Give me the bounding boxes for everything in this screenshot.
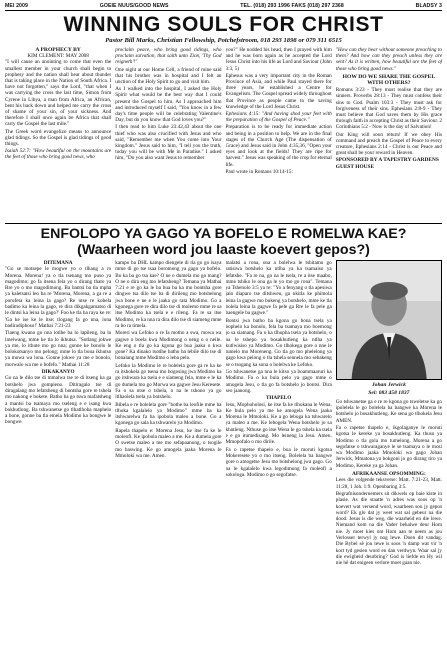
- paragraph: Fa o rapetse thapelo e, bua le moruti kgotsa Mokeresete yo o mo itseng. Bolelela ba bangwe gore o amogetse Jesu mo botshelong jwa gago. Go na le kgalalelo kwa legodimong fa moleofi a sokologa. Modimo o go segofatse.: [225, 446, 332, 478]
- column-3: [226, 47, 332, 219]
- paragraph: "Go se motsepe le mogwe yo o tlhang a ro Morena. Morena! ya o tla tsenang mo puso ya magodimo; go fa itsena fela yo o dirang thato ya Rre yo o mo magodimong. Ba bantsi ba tla mpha ya kaletsatsi leo ba re 'Morena, Morena, a ga re a porofeta ka leina la gago? Re ntse re kobela badimo ka leina la gago, re dira dikgakgamatso di le dintsi ka leina la gago?' Foo ke tla ba raya ke re: 'Ga ke ise ke le itse; tlogang fa go nna, lona badiradiphoso!' Mathai 7:21-23: [5, 266, 112, 329]
- newspaper-title: GOEIE NUUS/GOOD NEWS: [99, 3, 169, 9]
- paragraph: Begrafnisondernemers sit dikwels op baie kiste in plasie. As die staatte 'n adres was soos op 'n koevert wat versend word, waarheen sou jy gepos word? Ek glo dat jy weet wat sal gebeur na die dood. Jesus is die weg, die waarheid en die lewe. Niemand kom na die Vader behalwe deur Hom nie. Jy moet kies om Hom aan te neem as jou Verlosser terwyl jy nog lewe. Doen dit vandag. Die Bybel sê jou lewe is soos 'n damp wat vir 'n kort tyd gesien word en dan verdwyn. Waar sal jy die ewigheid deurbring? God is liefde en Hy wil nie hê dat enigeen verlore moet gaan nie.: [335, 490, 442, 567]
- section-title: DITEMANA: [43, 260, 73, 266]
- column-a2: [115, 260, 221, 658]
- paragraph: Tlaeng kwano go nna lotlhe ba lo lapileng, ba lo imelwang, mme ke tla lo ikhutsa. "Sotlang jokwe ya me, lo ithute mo go nna; gonne ke bonolo le bolokotsanyo mo pelong; mme lo tla bona ikhutso ya mowa wa lona. Gonne jokwe ya me e bonolo, morwalo wa me o bofefo." Mathai 11:28: [5, 330, 112, 368]
- afrikaans-summary-title: AFRIKAANSE OPSOMMING:: [351, 471, 426, 478]
- section-title: DIKAKANYO: [41, 369, 75, 376]
- paragraph: Preparation is to be ready for immediate action and being in a position to help. We are in the final stages of the Church Age (The dispensation of Grace) and Jesus said in John 4:35,36, "Open your eyes and look at the fields! They are ripe for harvest." Jesus was speaking of the crop for eternal life.: [225, 124, 332, 168]
- photo-caption-phone: Sel: 083 458 1837: [368, 390, 410, 397]
- byline: Pastor Bill Marks, Christian Fellowship, Potchefstroom, 018 293 1898 or 079 311 6515: [105, 37, 342, 44]
- contact-info: TEL. (018) 293 1996 FAKS (018) 297 2368: [240, 3, 344, 9]
- paragraph: "I will cause an anointing to come that even the smallest member in your church shall begin to prophesy and the nation shall hear about thunder that is taking place in the Nation of South Africa. I have not forgotten," says the Lord, "that when I was carrying the cross the last time, Simon from Cyrene in Libya, a man from Africa, an African, bent his back down and helped me carry the cross of shame of your sin, of your sickness. And therefore I shall once again be Africa that shall carry the Gospel the last mile.": [5, 59, 112, 128]
- paragraph: Bontsi jwa batho ba kgona go bona tsela ya bophelo ka bonolo, fela ba tsamaya mo boemong jo sa siamang. Fa o ka tlhopha tsela ya botshelo, o na le tshepo ya bosakhutleng ka ntlha ya kutlwisiso ya Modimo. Go tlhokega gore o nne le tumelo mo Moreneng. Go tla go mo phelelong ya gago kwa pelong o tla tshela sennela mo sebakeng se o tsogang ka sona o bolelwa ke Lefoko.: [225, 317, 332, 368]
- scripture-quote: Isaiah 52:7: "How beautiful on the mountains are the feet of those who bring good news, who: [5, 148, 112, 161]
- portrait-photo-frame: [336, 260, 442, 380]
- paragraph: Lees die volgende teksverse: Matt. 7:21-23, Matt. 11:28, 1 Joh. 1:9. Openbaring 3:5.: [335, 477, 442, 490]
- paragraph: The Greek word evangelizo means to announce glad tidings. So the Gospel is glad tidings of good things.: [5, 128, 112, 148]
- column-4: [336, 47, 442, 219]
- paragraph: kampo ba DHL kampo diengele di tla go go isaya mme di go tse tsaa boromong ya gago ya bofelo. Bo ka ba go tsa kae? O ne o dumela mo go mang? O ne o dira eng mo lefatsheng? Temana ya Mathai 7:21 e re go ka le ba bua ba ka mo bontsha gore dingwe tsa dilo tse ba di dirileng mo botshelong jwa bone e ne e le jaaka go rata Modimo. Go a kgonega gore re dira dilo tse di molemo mme re sa itse Modimo ka tsela e e rileng. Fa re sa itse Modimo, re ka nna ra dira dilo tse di siameng mme ra bo ra timela.: [115, 260, 222, 329]
- issue-date: MEI 2009: [5, 3, 29, 9]
- column-2: [115, 47, 221, 219]
- paragraph: you?" He nodded his head, then I prayed with him and he was born again as he accepted the Lord Jesus Christ into his life as Lord and Saviour (John 3:3, 5): [225, 47, 332, 72]
- paragraph: Our King will soon return! If we obey His command and preach the Gospel of Peace to every creature, Ephesians 2:14 - Christ is our Peace and great shall be your reward in Heaven.: [335, 131, 442, 157]
- portrait-photo: [337, 261, 441, 379]
- paragraph: malatsi a rona, ona a bolelwa le tshitamo go ratisiwa botshelo ka ntlha ya ka tsamaiso ya lefatshe. "Fa re na, go na le tsela, re a itse maabo, mme tshiko le ona ga le yo mo go rona". Temana ya Tshenolo 3:5 ya re: "Yo a fenyang o tla apesiwa jalo diaparo tse ditshweu, ga nkitla ke phimola leina la gagwe mo bukeng ya botshelo, mme ke tla bolela leina la gagwe fa pele ga Rre le fa pele ga baengele ba gagwe.": [225, 260, 332, 317]
- column-1: [5, 47, 111, 219]
- scripture-quote: Ephesians 4:15: "And having shod your feet with the preparation of the Gospel of Peace.": [225, 111, 332, 124]
- article-setswana: [5, 260, 442, 658]
- page-number: BLADSY 3: [415, 3, 442, 9]
- prophecy-title: A PROPHECY BY: [35, 47, 81, 53]
- paragraph: Lefoko la Modimo le re bolelela gore ga re ka ke ra itshokela go tsena mo bogosing jwa Modimo ka go itshwara ka tsela e e siameng fela, mme e le ka go dumela mo go Morwa wa gagwe Jesu Keresete. Fa o sa ntse o tshela, o na le tshono ya go itlhaolela tsela ya botshelo.: [115, 362, 222, 401]
- paragraph: Rapela thapelo e: Morena Jesu, ke itse fa ke le moleofi. Ke ipobola maleo a me. Ke a dumela gore O swetse maleo a me mo sefapaanong, o tsogile mo baswing. Ke go amogela jaaka Morena le Mmoloki wa me. Amen.: [115, 427, 222, 459]
- paragraph: Bibela e re bolelela gore "bothe ba leofile mme ba tlhoka kgalalelo ya Modimo" mme ba ka itshwarelwa fa ba ipobola maleo a bone. Go a kgonega go sala ka tshwarelo ya Modimo.: [115, 401, 222, 427]
- column-a1: [5, 260, 111, 658]
- section-subhead: HOW DO WE SHARE THE GOSPEL WITH OTHERS?: [342, 73, 436, 87]
- masthead: [5, 3, 442, 11]
- paragraph: I then read to him Luke 23:42,43 about the one thief who was also crucified with Jesus and who said, "Remember me when You come into Your kingdom." Jesus said to him, "I tell you the truth, today you will be with Me in Paradise." I asked him, "Do you also want Jesus to remember: [115, 124, 222, 162]
- paragraph: One night at our Home Cell, a friend of mine said that his brother was in hospital and I felt an unction of the Holy Spirit to go and visit him.: [115, 66, 222, 86]
- scripture-quote: "How can they hear without someone preaching to them? And how can they preach unless they are sent? As it is written, how beautiful are the feet of those who bring good news.": [335, 47, 442, 72]
- paragraph: Ephesus was a very important city in the Roman Province of Asia, and while Paul stayed there for three years, he established a Centre for Evangelism. The Gospel spread widely throughout that Province as people came to the saving knowledge of the Lord Jesus Christ.: [225, 72, 332, 110]
- paragraph: Fa o rapetse thapelo e, ikgolaganye le moruti kgotsa le kereke ya bosakhutleng. Ka thuso ya Modimo o tla gola mo tumelong. Morena a go segofatse o tshwaraganye le se tsamaya o le mosi wa Modimo jaaka Mmoloki wa gago Johan Jerwick, Mmatona ya bokgoni jo go dirang tiro ya Modimo, Kereke ya ga Johan.: [335, 425, 442, 469]
- main-headline: WINNING SOULS FOR CHRIST: [63, 13, 384, 36]
- sponsor-line: SPONSORED BY A TAPESTRY GARDENS GUEST HOUSE: [335, 157, 439, 170]
- second-headline-translation: (Waarheen word jou laaste koevert gepos?): [77, 242, 370, 258]
- paragraph: Go tshwanetse ga nna le kitso ya boammaaruri ka Modimo. Fa o ka bula pelo ya gago mme o amogela Jesu, o tla go fa botshelo jo bontsi. Dira seo jaanong.: [225, 369, 332, 394]
- paragraph: Paul wrote in Romans 10:14-15:: [225, 168, 293, 175]
- scripture-quote: proclaim peace, who bring good tidings, who proclaim salvation, that saith unto Zion, 'Thy God reigneth'!": [115, 47, 222, 66]
- paragraph: As I walked into the hospital, I asked the Holy Spirit what would be the best way that I could present the Gospel to him. As I approached him and introduced myself I said, "You know in a few day's time people will be celebrating Valentine's Day, but do you know that God loves you?": [115, 86, 222, 124]
- section-title: THAPELO: [265, 395, 292, 402]
- article-english: [5, 47, 442, 219]
- paragraph: Go na le dilo tse di mmalwa tse re di itseng ka ga botshelo jwa gompieno. Ditiragalo tse di diragalang mo lefatsheng di bontsha gore re tshela mo nakong e bokete. Batho ba go tswa mafatsheng a mantsi ba tsamaya mo tseleng e e isang kwa bokhutlong. Ba tshwanetse go tlhatlhoba maphelo a bone, gonne ba tla emela Modimo ka bongwe le bongwe.: [5, 375, 112, 426]
- paragraph: Go tshwanetse ga e re re kgona go tsweletse ka go ipolelela le go bolelela ba bangwe ka Morena le botshelo jo bosakhutleng. Ke sena go tlhokela Jesu AMEN.: [335, 398, 442, 424]
- second-headline: ENFOLOPO YA GAGO YA BOFELO E ROMELWA KAE?: [5, 223, 442, 242]
- photo-caption-name: Johan Jerwick: [371, 382, 406, 388]
- paragraph: Moreri wa Lefoko o re fa motho a swa, mowa wa gagwe o boela kwa Modimong o neng o o neile. Ke eng o tla go ka kgona go bua jaaka o kwa gone? Ka dinako tsotlhe batho ba lebile dilo tse di bonalang mme Modimo o leba pelo.: [115, 330, 222, 362]
- paragraph: Romans 3:23 - They must realise that they are sinners. Proverbs 28:13 - They must confess their sins to God. Psalm 103:3 - They must ask for forgiveness of their sins. Ephesians 2:8-9 - They must believe that God saves them by His grace through faith in accepting Christ as their Saviour. 2 Corinthians 5:2 - Now is the day of Salvation!: [335, 87, 442, 131]
- column-a4: [336, 260, 442, 658]
- paragraph: Jesu, Mophoholosi, ke itse fa ke tlhokana le Wena. Ke bula pelo ya me ke amogela Wena jaaka Morena le Mmoloki. Ke a go leboga ka tshwarelo ya maleo a me. Ke lebogela Wena botshelo jo sa khutleng. Nthuse go itse Wena le go tshela ka tsela e e go itumedisang. Mo leineng la Jesu. Amen. Mmopofalo o mo dirile.: [225, 401, 332, 446]
- prophecy-author: KIM CLEMENT: MAY 2008: [27, 53, 89, 60]
- column-a3: [226, 260, 332, 658]
